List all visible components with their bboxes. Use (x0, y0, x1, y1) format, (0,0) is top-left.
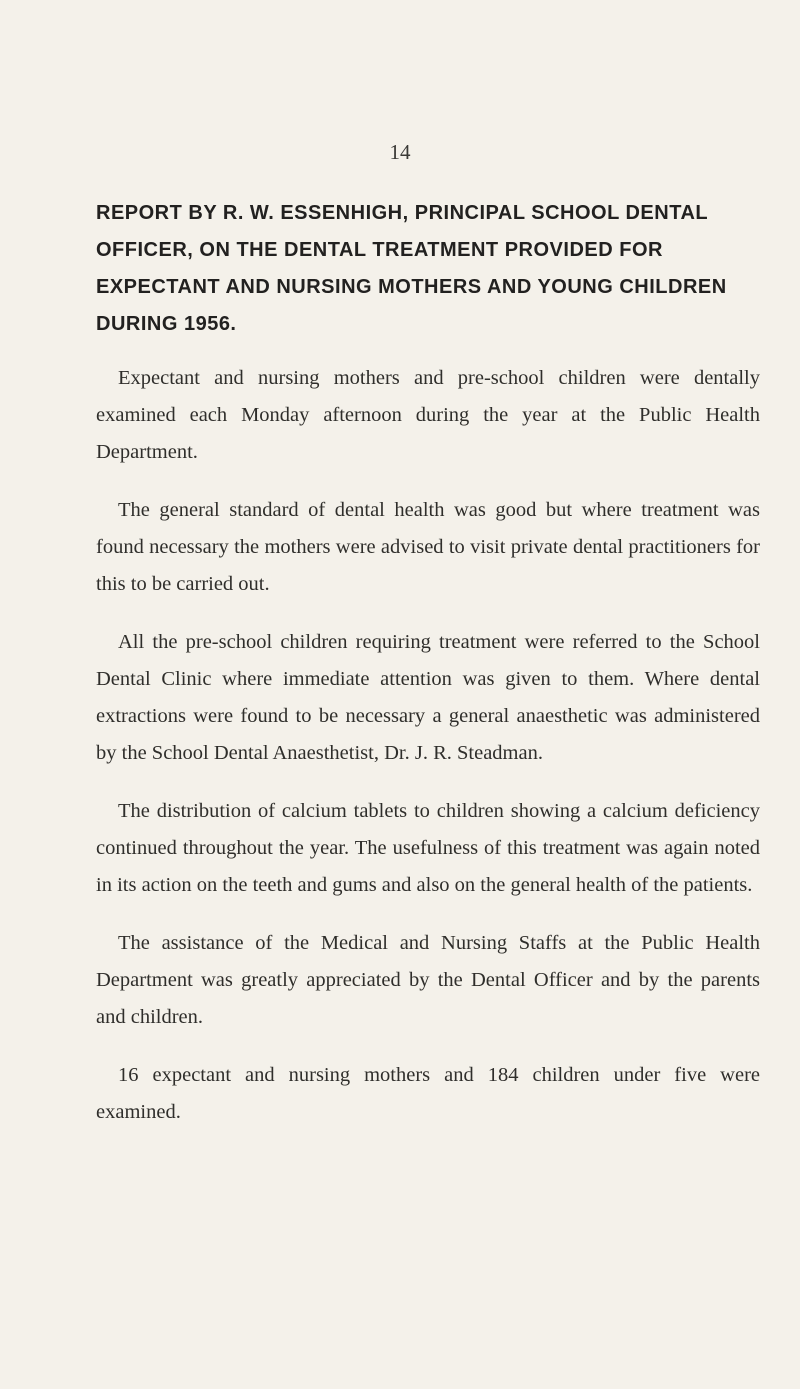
page-number: 14 (389, 140, 411, 164)
paragraph-calcium-tablets: The distribution of calcium tablets to children showing a calcium deficiency continued throughout the year. The usefulness of this treatment was again noted in its action on the teeth and gums and also on the general health of the patients. (96, 800, 760, 896)
report-body (96, 360, 760, 1152)
report-title-line: EXPECTANT AND NURSING MOTHERS AND YOUNG CHILDREN (96, 276, 727, 298)
paragraph-general-standard: The general standard of dental health was good but where treatment was found necessary the mothers were advised to visit private dental practitioners for this to be carried out. (96, 499, 760, 595)
report-title-line: DURING 1956. (96, 313, 237, 335)
report-title (96, 195, 736, 343)
report-title-line: OFFICER, ON THE DENTAL TREATMENT PROVIDED FOR (96, 239, 663, 261)
report-title-line: REPORT BY R. W. ESSENHIGH, PRINCIPAL SCHOOL DENTAL (96, 202, 709, 224)
paragraph-staff-assistance: The assistance of the Medical and Nursing Staffs at the Public Health Department was greatly appreciated by the Dental Officer and by the parents and children. (96, 932, 760, 1028)
paragraph-pre-school-treatment: All the pre-school children requiring treatment were referred to the School Dental Clinic where immediate attention was given to them. Where dental extractions were found to be necessary a general anaesthetic was administered by the School Dental Anaesthetist, Dr. J. R. Steadman. (96, 631, 760, 764)
paragraph-examinations: Expectant and nursing mothers and pre-school children were dentally examined each Monday afternoon during the year at the Public Health Department. (96, 367, 760, 463)
paragraph-totals: 16 expectant and nursing mothers and 184 children under five were examined. (96, 1064, 760, 1123)
